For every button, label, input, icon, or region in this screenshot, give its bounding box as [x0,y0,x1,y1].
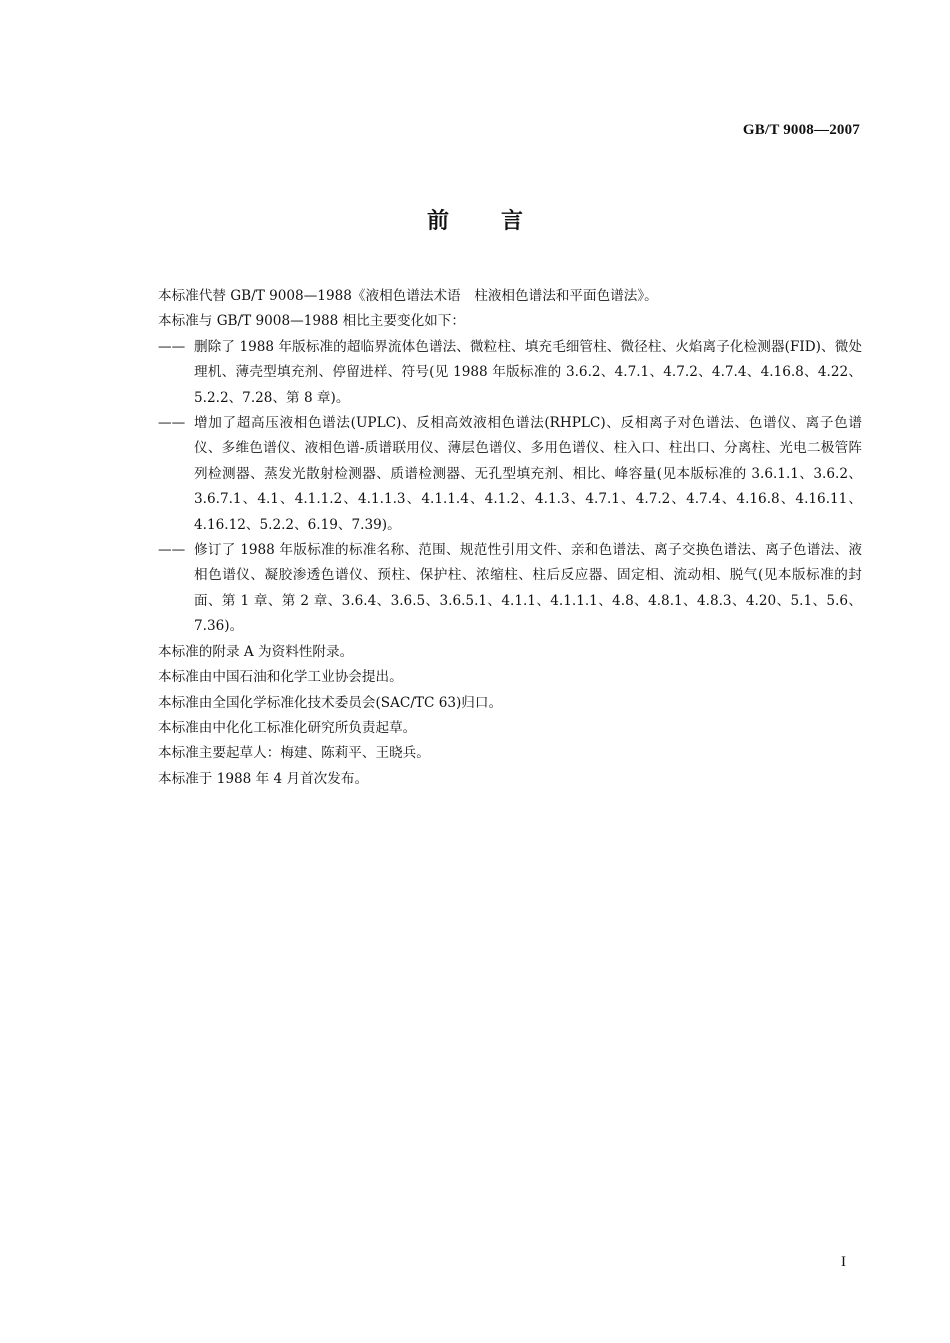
standard-code: GB/T 9008—2007 [742,122,860,138]
page-title: 前言 [426,209,575,234]
dash-marker: —— [158,415,186,432]
paragraph-centralized-by: 本标准由全国化学标准化技术委员会(SAC/TC 63)归口。 [158,694,503,711]
change-item-deleted [158,335,862,411]
change-item-text: 删除了 1988 年版标准的超临界流体色谱法、微粒柱、填充毛细管柱、微径柱、火焰离子化检测器(FID)、微处理机、薄壳型填充剂、停留进样、符号(见 1988 年版标准的 3.6.2、4.7.1、4.7.2、4.7.4、4.16.8、4.22、5.2.2、7.28、第 8 章)。 [194,338,862,406]
paragraph-changes-intro: 本标准与 GB/T 9008—1988 相比主要变化如下： [158,313,465,330]
foreword-body [158,284,862,792]
paragraph-replaces: 本标准代替 GB/T 9008—1988《液相色谱法术语 柱液相色谱法和平面色谱法》。 [158,288,658,304]
paragraph-appendix: 本标准的附录 A 为资料性附录。 [158,643,354,660]
change-item-text: 修订了 1988 年版标准的标准名称、范围、规范性引用文件、亲和色谱法、离子交换色谱法、离子色谱法、液相色谱仪、凝胶渗透色谱仪、预柱、保护柱、浓缩柱、柱后反应器、固定相、流动相、脱气(见本版标准的封面、第 1 章、第 2 章、3.6.4、3.6.5、3.6.5.1、4.1.1、4.1.1.1、4.8、4.8.1、4.8.3、4.20、5.1、5.6、7.36)。 [194,542,862,635]
paragraph-drafters: 本标准主要起草人：梅建、陈莉平、王晓兵。 [158,745,430,762]
change-item-added [158,411,862,538]
dash-marker: —— [158,542,186,559]
dash-marker: —— [158,338,186,355]
paragraph-drafted-by: 本标准由中化化工标准化研究所负责起草。 [158,719,417,736]
paragraph-proposed-by: 本标准由中国石油和化学工业协会提出。 [158,669,403,686]
paragraph-first-issued: 本标准于 1988 年 4 月首次发布。 [158,770,369,787]
page-number: I [841,1254,846,1270]
change-item-revised [158,538,862,640]
change-item-text: 增加了超高压液相色谱法(UPLC)、反相高效液相色谱法(RHPLC)、反相离子对色谱法、色谱仪、离子色谱仪、多维色谱仪、液相色谱-质谱联用仪、薄层色谱仪、多用色谱仪、柱入口、柱出口、分离柱、光电二极管阵列检测器、蒸发光散射检测器、质谱检测器、无孔型填充剂、相比、峰容量(见本版标准的 3.6.1.1、3.6.2、3.6.7.1、4.1、4.1.1.2、4.1.1.3、4.1.1.4、4.1.2、4.1.3、4.7.1、4.7.2、4.7.4、4.16.8、4.16.11、4.16.12、5.2.2、6.19、7.39)。 [194,415,862,533]
